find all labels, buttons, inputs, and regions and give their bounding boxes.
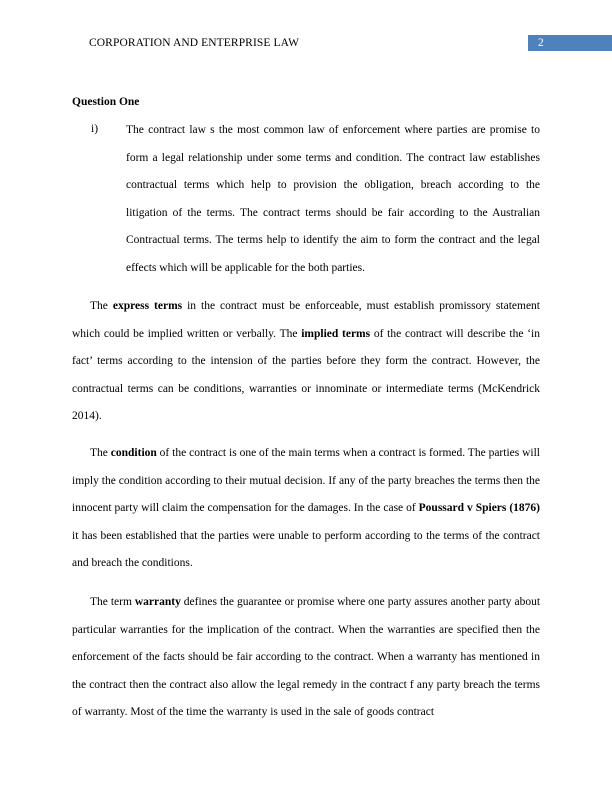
- p1-text-2: in the contract must be enforceable, must establish promissory statement which could be implied written or verbally. The: [72, 300, 540, 340]
- running-header-title: CORPORATION AND ENTERPRISE LAW: [89, 37, 300, 49]
- p1-bold-implied-terms: implied terms: [301, 327, 371, 340]
- paragraph-condition: [72, 440, 540, 578]
- p2-text-3: it has been established that the parties were unable to perform according to the terms of the contract and breach the conditions.: [72, 529, 540, 569]
- p3-text-2: defines the guarantee or promise where one party assures another party about particular warranties for the implication of the contract. When the warranties are specified then the enforcement of the facts should be fair according to the contract. When a warranty has mentioned in the contract then the contract also allow the legal remedy in the contract f any party breach the terms of warranty. Most of the time the warranty is used in the sale of goods contract: [72, 596, 541, 718]
- p1-text-1: The: [90, 300, 113, 312]
- paragraph-warranty: [72, 589, 540, 727]
- list-marker: i): [91, 123, 99, 135]
- p2-bold-case-name: Poussard v Spiers (1876): [418, 502, 540, 514]
- p1-text-3: of the contract will describe the ‘in fact’ terms according to the intension of the parties before they form the contract. However, the contractual terms can be conditions, warranties or innominate or intermediate terms (McKendrick 2014).: [72, 327, 540, 422]
- p2-bold-condition: condition: [110, 447, 157, 459]
- p3-text-1: The term: [90, 596, 135, 608]
- list-item-text: The contract law s the most common law of enforcement where parties are promise to form a legal relationship under some terms and condition. The contract law establishes contractual terms which help to provision the obligation, breach according to the litigation of the terms. The contract terms should be fair according to the Australian Contractual terms. The terms help to identify the aim to form the contract and the legal effects which will be applicable for the both parties.: [126, 124, 540, 274]
- paragraph-express-implied-terms: [72, 293, 540, 431]
- p2-text-1: The: [90, 447, 111, 459]
- p1-bold-express-terms: express terms: [112, 300, 183, 312]
- p2-text-2: of the contract is one of the main terms when a contract is formed. The parties will imply the condition according to their mutual decision. If any of the party breaches the terms then the innocent party will claim the compensation for the damages. In the case of: [72, 447, 541, 514]
- p3-bold-warranty: warranty: [134, 596, 181, 608]
- question-heading: Question One: [72, 96, 140, 108]
- page-number-badge: 2: [528, 35, 612, 51]
